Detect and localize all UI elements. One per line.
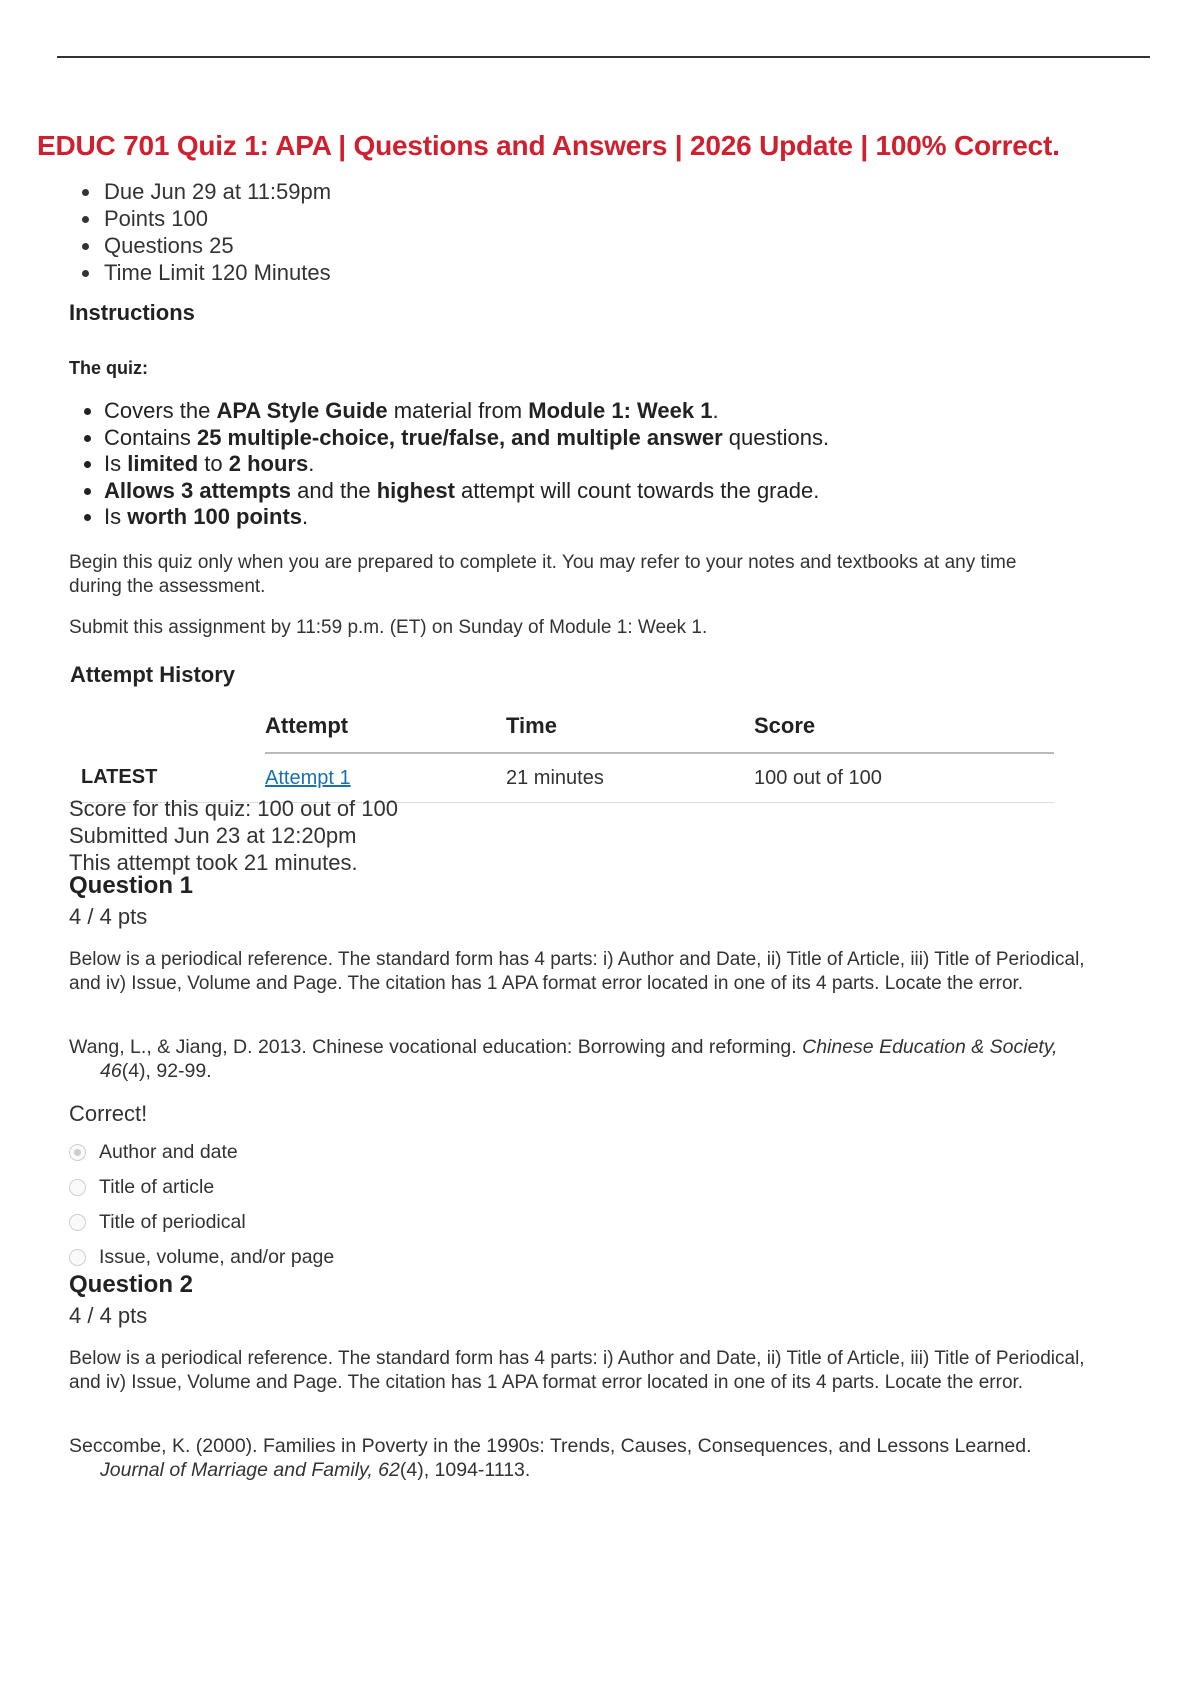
header-time: Time (506, 700, 754, 753)
attempt-duration: This attempt took 21 minutes. (69, 850, 358, 875)
instructions-heading: Instructions (69, 300, 195, 325)
quiz-meta-list (80, 178, 331, 286)
question-1-points: 4 / 4 pts (69, 904, 148, 929)
document-title: EDUC 701 Quiz 1: APA | Questions and Answers | 2026 Update | 100% Correct. (37, 130, 1060, 161)
quiz-score: Score for this quiz: 100 out of 100 (69, 796, 398, 821)
correct-label: Correct! (69, 1101, 148, 1126)
radio-icon[interactable] (69, 1179, 86, 1196)
table-header-row (69, 700, 1054, 753)
meta-points: • Points 100 (102, 205, 331, 232)
rule-item: • Allows 3 attempts and the highest attempt will count towards the grade. (104, 478, 829, 505)
meta-due: • Due Jun 29 at 11:59pm (102, 178, 331, 205)
rule-item: • Is limited to 2 hours. (104, 451, 829, 478)
attempt-summary (69, 795, 398, 876)
quiz-rules-list (82, 398, 829, 531)
quiz-label: The quiz: (69, 358, 148, 378)
top-divider (57, 56, 1150, 58)
prepare-paragraph: Begin this quiz only when you are prepared to complete it. You may refer to your notes and textbooks at any time during the assessment. (69, 552, 1017, 597)
score-cell: 100 out of 100 (754, 753, 1054, 803)
question-2-points: 4 / 4 pts (69, 1303, 148, 1328)
answer-option[interactable]: Author and date (69, 1135, 334, 1170)
answer-option[interactable]: Title of article (69, 1170, 334, 1205)
question-2-citation: Seccombe, K. (2000). Families in Poverty in the 1990s: Trends, Causes, Consequences, and Lessons Learned. Journal of Marriage and Family, 62(4), 1094-1113. (69, 1435, 1032, 1481)
header-blank (69, 700, 265, 753)
answer-option[interactable]: Title of periodical (69, 1205, 334, 1240)
header-score: Score (754, 700, 1054, 753)
question-2-title: Question 2 (69, 1271, 194, 1298)
question-2-text: Below is a periodical reference. The standard form has 4 parts: i) Author and Date, ii) Title of Article, iii) Title of Periodical, and iv) Issue, Volume and Page. The citation has 1 APA format error located in one of its 4 parts. Locate the error. (69, 1348, 1085, 1393)
meta-time-limit: • Time Limit 120 Minutes (102, 259, 331, 286)
header-attempt: Attempt (265, 700, 506, 753)
question-1-title: Question 1 (69, 872, 194, 899)
question-1-answers (69, 1135, 334, 1275)
question-1-citation: Wang, L., & Jiang, D. 2013. Chinese vocational education: Borrowing and reforming. Chinese Education & Society, 46(4), 92-99. (69, 1036, 1058, 1082)
attempt-1-link[interactable]: Attempt 1 (265, 766, 351, 789)
radio-icon[interactable] (69, 1249, 86, 1266)
rule-item: • Covers the APA Style Guide material from Module 1: Week 1. (104, 398, 829, 425)
time-cell: 21 minutes (506, 753, 754, 803)
question-1-text: Below is a periodical reference. The standard form has 4 parts: i) Author and Date, ii) Title of Article, iii) Title of Periodical, and iv) Issue, Volume and Page. The citation has 1 APA format error located in one of its 4 parts. Locate the error. (69, 949, 1085, 994)
rule-item: • Contains 25 multiple-choice, true/false, and multiple answer questions. (104, 425, 829, 452)
rule-item: • Is worth 100 points. (104, 504, 829, 531)
submit-paragraph: Submit this assignment by 11:59 p.m. (ET) on Sunday of Module 1: Week 1. (69, 617, 708, 638)
meta-questions: • Questions 25 (102, 232, 331, 259)
radio-icon[interactable] (69, 1214, 86, 1231)
submitted-date: Submitted Jun 23 at 12:20pm (69, 823, 357, 848)
radio-selected-icon[interactable] (69, 1144, 86, 1161)
latest-label: LATEST (69, 753, 265, 803)
attempt-history-table (69, 700, 1054, 803)
attempt-history-heading: Attempt History (70, 662, 236, 687)
answer-option[interactable]: Issue, volume, and/or page (69, 1240, 334, 1275)
